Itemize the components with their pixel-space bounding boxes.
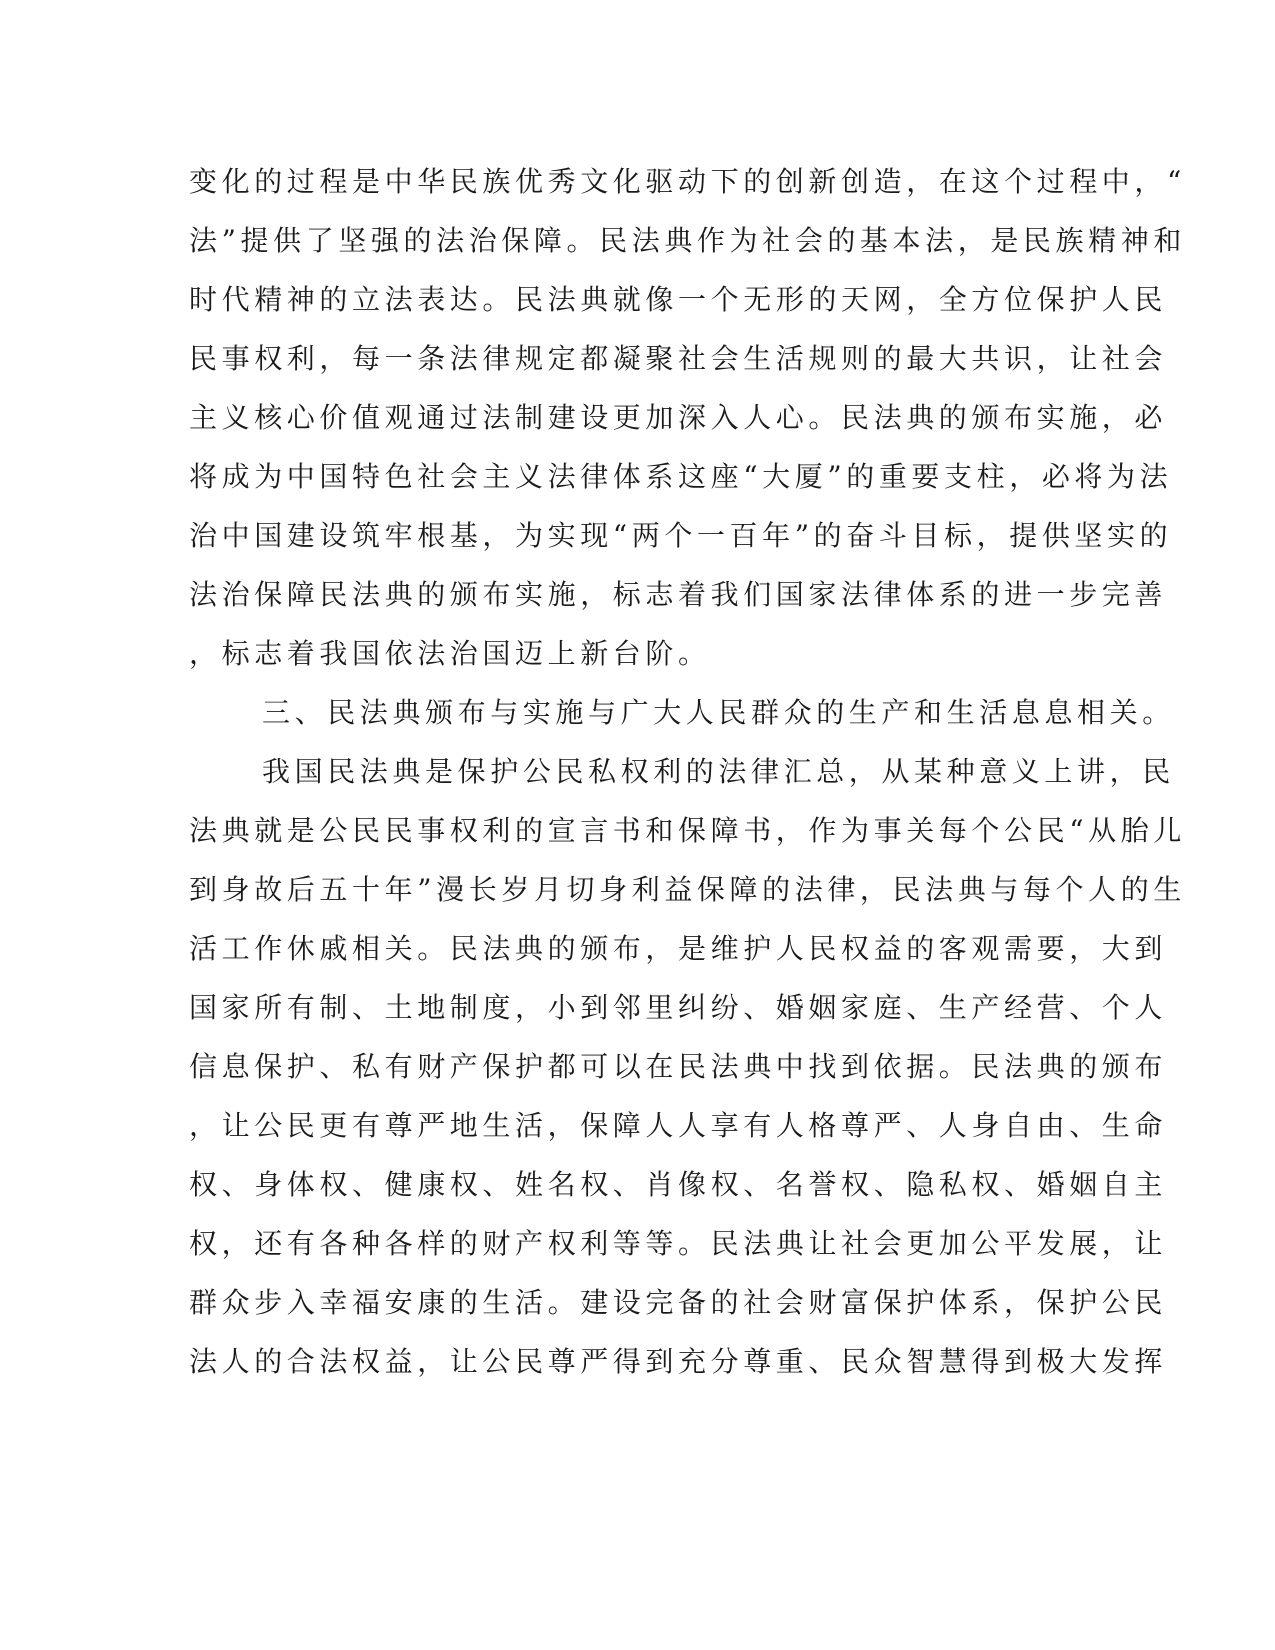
- text-line: 民事权利，每一条法律规定都凝聚社会生活规则的最大共识，让社会: [189, 342, 1168, 375]
- text-line: 治中国建设筑牢根基，为实现“两个一百年”的奋斗目标，提供坚实的: [189, 519, 1173, 552]
- text-line: 权，还有各种各样的财产权利等等。民法典让社会更加公平发展，让: [189, 1227, 1168, 1260]
- text-line: 法”提供了坚强的法治保障。民法典作为社会的基本法，是民族精神和: [189, 224, 1186, 257]
- text-line: 活工作休戚相关。民法典的颁布，是维护人民权益的客观需要，大到: [189, 932, 1168, 965]
- text-line: 法人的合法权益，让公民尊严得到充分尊重、民众智慧得到极大发挥: [189, 1345, 1168, 1378]
- text-line: 国家所有制、土地制度，小到邻里纠纷、婚姻家庭、生产经营、个人: [189, 991, 1168, 1024]
- section-heading: 三、民法典颁布与实施与广大人民群众的生产和生活息息相关。: [262, 696, 1175, 729]
- text-line: 法治保障民法典的颁布实施，标志着我们国家法律体系的进一步完善: [189, 578, 1168, 611]
- text-line: 主义核心价值观通过法制建设更加深入人心。民法典的颁布实施，必: [189, 401, 1168, 434]
- text-line: 法典就是公民民事权利的宣言书和保障书，作为事关每个公民“从胎儿: [189, 814, 1186, 847]
- text-line: 到身故后五十年”漫长岁月切身利益保障的法律，民法典与每个人的生: [189, 873, 1186, 906]
- text-line: 群众步入幸福安康的生活。建设完备的社会财富保护体系，保护公民: [189, 1286, 1168, 1319]
- text-line: 将成为中国特色社会主义法律体系这座“大厦”的重要支柱，必将为法: [189, 460, 1173, 493]
- text-line: 信息保护、私有财产保护都可以在民法典中找到依据。民法典的颁布: [189, 1050, 1168, 1083]
- text-line: 变化的过程是中华民族优秀文化驱动下的创新创造，在这个过程中，“: [189, 165, 1186, 198]
- text-line: 权、身体权、健康权、姓名权、肖像权、名誉权、隐私权、婚姻自主: [189, 1168, 1168, 1201]
- text-line: ，让公民更有尊严地生活，保障人人享有人格尊严、人身自由、生命: [189, 1109, 1168, 1142]
- text-line: 时代精神的立法表达。民法典就像一个无形的天网，全方位保护人民: [189, 283, 1168, 316]
- text-line: ，标志着我国依法治国迈上新台阶。: [189, 637, 711, 670]
- text-line: 我国民法典是保护公民私权利的法律汇总，从某种意义上讲，民: [262, 755, 1175, 788]
